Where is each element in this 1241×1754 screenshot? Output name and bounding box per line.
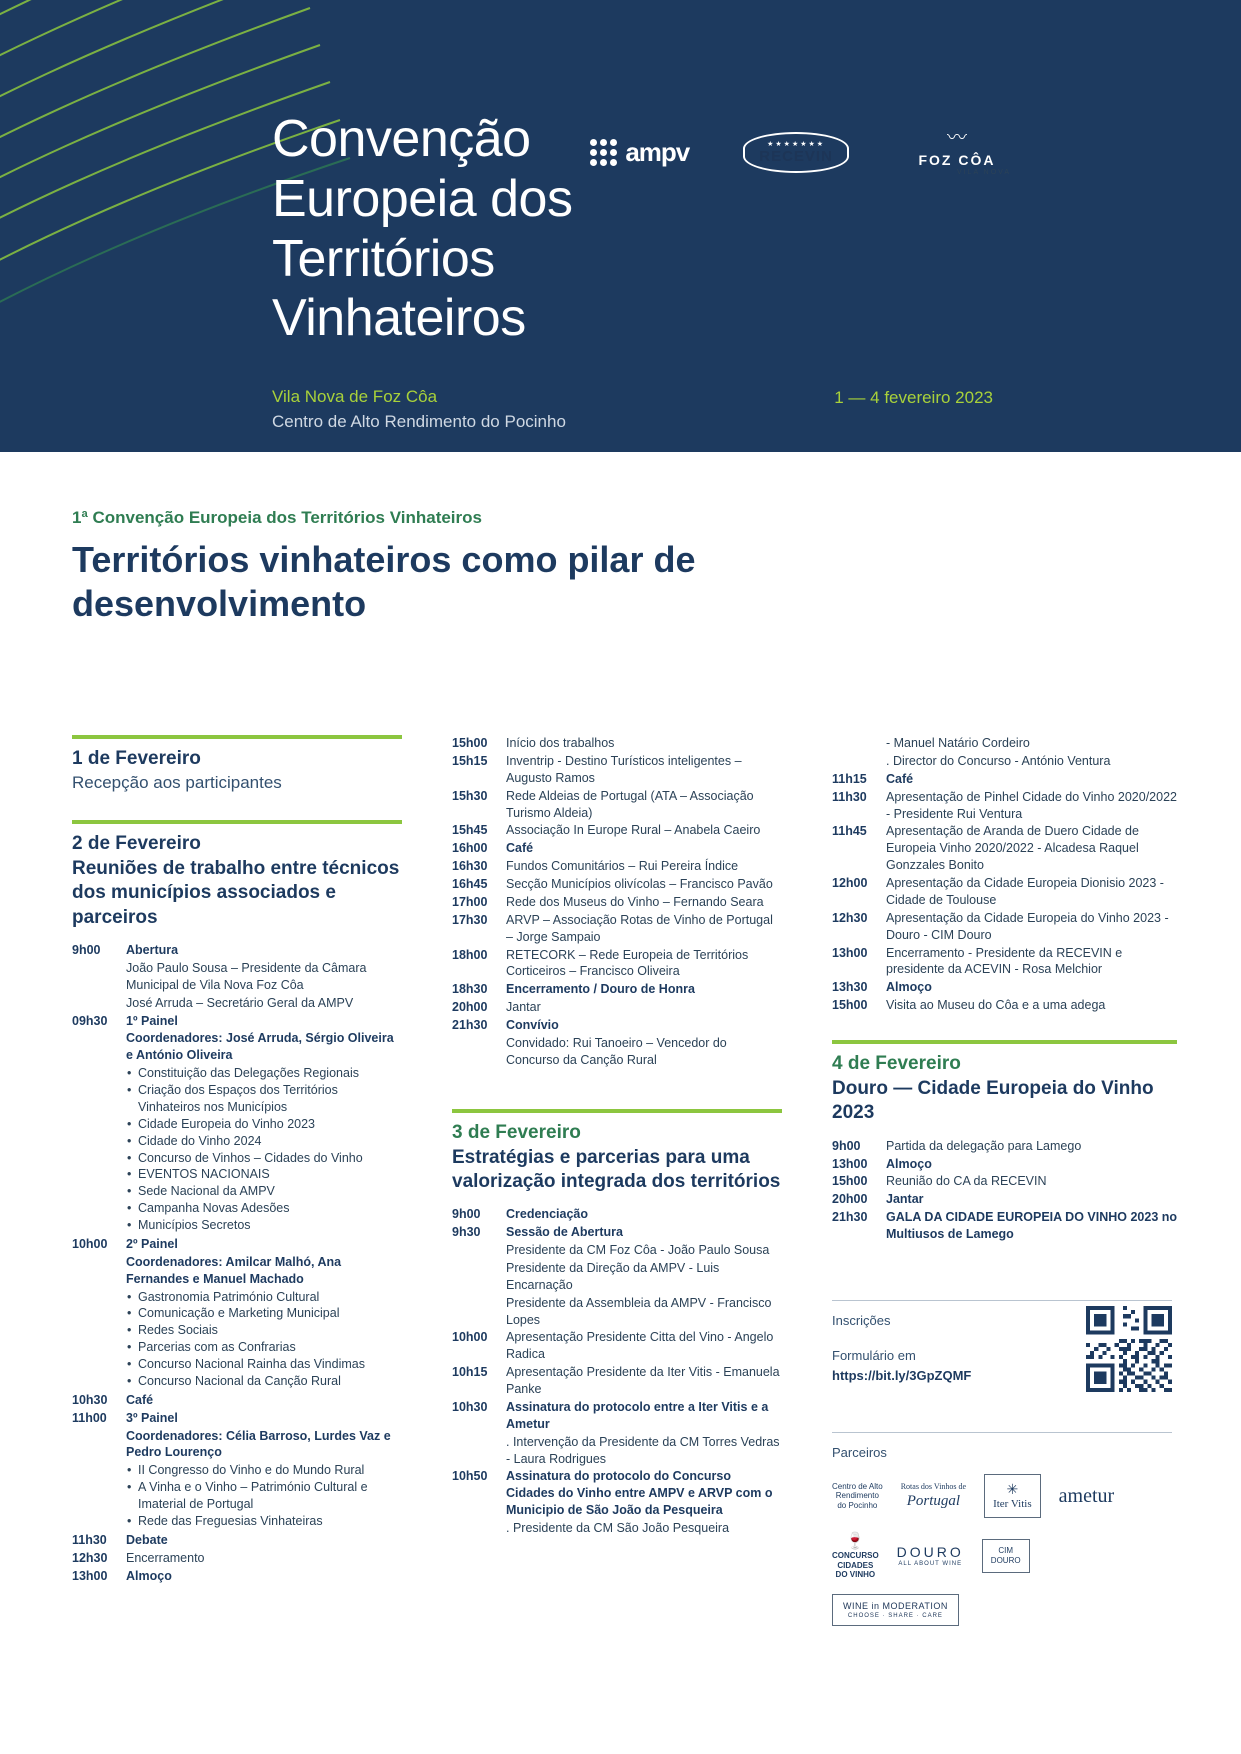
schedule-row [452, 1035, 782, 1069]
row-time: 20h00 [452, 1000, 488, 1015]
row-text: 1º Painel [126, 1013, 178, 1028]
row-text: . Director do Concurso - António Ventura [886, 753, 1111, 768]
row-text: Presidente da Assembleia da AMPV - Francisco Lopes [506, 1295, 772, 1327]
row-text: Assinatura do protocolo do Concurso Cidades do Vinho entre AMPV e ARVP com o Municipio de São João da Pesqueira [506, 1469, 773, 1518]
schedule-row [72, 1254, 402, 1288]
partners-block [832, 1432, 1172, 1626]
intro-kicker: 1ª Convenção Europeia dos Territórios Vinhateiros [72, 508, 482, 527]
row-text: Abertura [126, 943, 179, 958]
form-label: Formulário em [832, 1348, 916, 1363]
schedule-row [72, 1030, 402, 1064]
schedule-row [832, 1209, 1177, 1243]
row-time [452, 1035, 506, 1069]
row-time: 15h45 [452, 823, 488, 838]
schedule-row [452, 1017, 782, 1034]
row-time: 15h15 [452, 753, 488, 768]
day-2-title: 2 de Fevereiro [72, 833, 201, 855]
row-text: Rede Aldeias de Portugal (ATA – Associação Turismo Aldeia) [506, 788, 754, 820]
schedule-row [452, 1329, 782, 1363]
schedule-row [452, 894, 782, 911]
row-time [452, 1260, 506, 1294]
schedule-row [452, 1206, 782, 1223]
list-item: • Sede Nacional da AMPV [138, 1183, 402, 1200]
row-text: Café [506, 841, 534, 856]
row-time [72, 1030, 126, 1064]
row-text: . Intervenção da Presidente da CM Torres Vedras - Laura Rodrigues [506, 1434, 780, 1466]
grapes-icon [590, 139, 617, 166]
poster-header [0, 0, 1241, 452]
eu-stars-icon: ★★★★★★★ [767, 141, 826, 149]
row-time [452, 1434, 506, 1468]
schedule-row [452, 858, 782, 875]
divider [452, 1109, 782, 1113]
row-text: Visita ao Museu do Côa e a uma adega [886, 998, 1106, 1013]
row-time: 9h30 [452, 1225, 481, 1240]
partner-logos [832, 1474, 1172, 1626]
row-text: Almoço [886, 980, 932, 995]
row-time: 18h30 [452, 982, 488, 997]
schedule-row [452, 1520, 782, 1537]
day-3-title: 3 de Fevereiro [452, 1121, 581, 1143]
rotas-vinhos-portugal-logo [901, 1482, 966, 1510]
foz-coa-logo-text: FOZ CÔA [918, 152, 996, 168]
day-4-section [832, 1040, 1177, 1243]
row-time [452, 1295, 506, 1329]
row-text: ARVP – Associação Rotas de Vinho de Portugal – Jorge Sampaio [506, 912, 773, 944]
partner-line-1: WINE in MODERATION [843, 1600, 948, 1611]
list-item: • Rede das Freguesias Vinhateiras [138, 1513, 402, 1530]
row-time: 10h50 [452, 1469, 488, 1484]
row-text: RETECORK – Rede Europeia de Territórios Corticeiros – Francisco Oliveira [506, 947, 749, 979]
row-text: Apresentação da Cidade Europeia do Vinho 2023 - Douro - CIM Douro [886, 910, 1169, 942]
row-time: 16h45 [452, 877, 488, 891]
row-time: 11h45 [832, 824, 867, 839]
list-item: • Gastronomia Património Cultural [138, 1289, 402, 1306]
row-text: Café [886, 771, 914, 786]
list-item: • Cidade do Vinho 2024 [138, 1133, 402, 1150]
row-time: 11h15 [832, 771, 867, 786]
row-text: Coordenadores: José Arruda, Sérgio Oliveira e António Oliveira [126, 1031, 394, 1063]
column-three [832, 735, 1177, 1269]
row-text: Início dos trabalhos [506, 736, 615, 750]
douro-logo [897, 1544, 964, 1568]
row-time: 10h30 [452, 1399, 488, 1414]
recevin-logo [743, 132, 849, 173]
row-time: 10h00 [452, 1330, 488, 1345]
row-time: 21h30 [832, 1210, 868, 1225]
day-3-section [452, 1109, 782, 1537]
partner-line-1: CONCURSO [832, 1551, 879, 1561]
row-time: 11h00 [72, 1410, 107, 1425]
event-dates: 1 — 4 fevereiro 2023 [834, 388, 993, 407]
schedule-row [832, 1156, 1177, 1173]
iter-vitis-logo [984, 1474, 1041, 1518]
location-line-2: Centro de Alto Rendimento do Pocinho [272, 411, 566, 431]
concurso-cidades-do-vinho-logo [832, 1532, 879, 1580]
row-time: 21h30 [452, 1018, 488, 1032]
centro-alto-rendimento-pocinho-logo [832, 1482, 883, 1511]
row-time: 16h30 [452, 859, 488, 874]
day-3-continuation-section [832, 735, 1177, 1014]
schedule-row [832, 875, 1177, 909]
row-text: Coordenadores: Amilcar Malhó, Ana Fernandes e Manuel Machado [126, 1254, 342, 1286]
day-2-bullets-2 [72, 1289, 402, 1390]
event-location [272, 385, 566, 434]
row-time: 10h30 [72, 1392, 108, 1407]
ampv-logo [590, 137, 689, 168]
spider-icon: ✳ [1006, 1481, 1019, 1497]
row-time: 12h00 [832, 876, 868, 890]
partner-line-2: ALL ABOUT WINE [898, 1560, 963, 1567]
divider [72, 820, 402, 824]
list-item: • Municípios Secretos [138, 1217, 402, 1234]
list-item: • Concurso de Vinhos – Cidades do Vinho [138, 1150, 402, 1167]
row-text: Partida da delegação para Lamego [886, 1138, 1082, 1153]
schedule-row [72, 1013, 402, 1030]
day-1-title: 1 de Fevereiro [72, 748, 201, 769]
row-text: Convívio [506, 1018, 559, 1032]
schedule-row [832, 1173, 1177, 1190]
column-two [452, 735, 782, 1563]
row-text: Apresentação de Pinhel Cidade do Vinho 2020/2022 - Presidente Rui Ventura [886, 789, 1177, 821]
partner-line-2: Portugal [906, 1492, 961, 1509]
day-4-subtitle: Douro — Cidade Europeia do Vinho 2023 [832, 1078, 1154, 1124]
schedule-row [452, 1364, 782, 1398]
row-time: 17h00 [452, 894, 488, 909]
ametur-logo [1059, 1484, 1115, 1508]
schedule-row [452, 753, 782, 787]
schedule-row [72, 960, 402, 994]
schedule-row [452, 840, 782, 857]
schedule-row [452, 788, 782, 822]
row-text: Jantar [506, 1000, 541, 1015]
divider [72, 735, 402, 739]
row-text: Café [126, 1392, 154, 1407]
row-text: Almoço [126, 1568, 172, 1583]
page-title: Convenção Europeia dos Territórios Vinhateiros [272, 110, 573, 348]
row-time [72, 1254, 126, 1288]
partner-line-3: DO VINHO [835, 1570, 876, 1580]
day-2-rows-2 [72, 1236, 402, 1288]
foz-coa-logo [903, 128, 1011, 177]
row-time [452, 1520, 506, 1537]
day-2-subtitle: Reuniões de trabalho entre técnicos dos municípios associados e parceiros [72, 858, 400, 928]
row-time [72, 995, 126, 1012]
river-icon: 〰 [946, 127, 967, 149]
schedule-row [832, 753, 1177, 770]
row-text: Apresentação Presidente da Iter Vitis - Emanuela Panke [506, 1365, 780, 1396]
schedule-row [452, 822, 782, 839]
row-time: 10h00 [72, 1236, 108, 1251]
schedule-row [72, 995, 402, 1012]
intro-headline: Territórios vinhateiros como pilar de desenvolvimento [72, 539, 696, 624]
row-text: Presidente da Direção da AMPV - Luis Encarnação [506, 1260, 720, 1292]
row-time: 10h15 [452, 1365, 488, 1380]
schedule-row [72, 1428, 402, 1462]
schedule-row [452, 1224, 782, 1241]
row-text: Apresentação de Aranda de Duero Cidade de Europeia Vinho 2020/2022 - Alcadesa Raquel Gonzzales Bonito [886, 824, 1139, 873]
schedule-row [72, 1532, 402, 1549]
list-item: • Concurso Nacional Rainha das Vindimas [138, 1356, 402, 1373]
row-text: Convidado: Rui Tanoeiro – Vencedor do Concurso da Canção Rural [506, 1035, 727, 1067]
schedule-row [832, 789, 1177, 823]
partner-line-1: ametur [1058, 1484, 1115, 1507]
row-text: Secção Municípios olivícolas – Francisco Pavão [506, 877, 773, 891]
divider [832, 1040, 1177, 1044]
schedule-row [72, 1236, 402, 1253]
row-text: João Paulo Sousa – Presidente da Câmara Municipal de Vila Nova Foz Côa [126, 960, 367, 992]
row-text: Encerramento [126, 1550, 205, 1565]
foz-coa-logo-sub: VILA NOVA [956, 169, 1011, 176]
row-time [72, 1428, 126, 1462]
schedule-row [832, 823, 1177, 874]
partner-line-2: CIDADES [837, 1560, 874, 1570]
row-text: Encerramento - Presidente da RECEVIN e presidente da ACEVIN - Rosa Melchior [886, 945, 1123, 977]
list-item: • Parcerias com as Confrarias [138, 1339, 402, 1356]
schedule-row [72, 1410, 402, 1427]
row-text: Fundos Comunitários – Rui Pereira Índice [506, 859, 739, 874]
ampv-logo-text: ampv [625, 137, 690, 168]
recevin-logo-text: RECEVIN [759, 148, 833, 166]
location-line-1: Vila Nova de Foz Côa [272, 387, 438, 406]
row-time: 17h30 [452, 912, 488, 927]
row-text: - Manuel Natário Cordeiro [886, 736, 1030, 750]
schedule-row [832, 910, 1177, 944]
row-time [72, 960, 126, 994]
row-text: 2º Painel [126, 1236, 178, 1251]
row-text: Debate [126, 1532, 168, 1547]
schedule-row [452, 1399, 782, 1433]
row-time: 13h00 [72, 1568, 108, 1583]
row-time: 9h00 [832, 1138, 861, 1153]
list-item: • II Congresso do Vinho e do Mundo Rural [138, 1462, 402, 1479]
row-text: Almoço [886, 1156, 932, 1171]
row-text: Sessão de Abertura [506, 1225, 623, 1240]
row-text: Rede dos Museus do Vinho – Fernando Seara [506, 894, 764, 909]
list-item: • Constituição das Delegações Regionais [138, 1065, 402, 1082]
row-text: Credenciação [506, 1207, 588, 1222]
row-time: 13h00 [832, 945, 868, 960]
header-logos [590, 128, 1011, 177]
list-item: • Criação dos Espaços dos Territórios Vinhateiros nos Municípios [138, 1082, 402, 1116]
schedule-row [452, 1260, 782, 1294]
day-2-afternoon-section [452, 735, 782, 1069]
row-time: 12h30 [832, 910, 868, 925]
row-time: 13h00 [832, 1156, 868, 1171]
row-time: 9h00 [452, 1207, 481, 1222]
partner-line-1: Centro de Alto [832, 1481, 883, 1491]
list-item: • Campanha Novas Adesões [138, 1200, 402, 1217]
schedule-row [832, 1138, 1177, 1155]
day-3-subtitle: Estratégias e parcerias para uma valorização integrada dos territórios [452, 1146, 781, 1192]
row-time: 15h00 [832, 998, 868, 1013]
day-1-section [72, 735, 402, 794]
row-time: 12h30 [72, 1550, 108, 1565]
row-time: 16h00 [452, 841, 488, 856]
partner-line-1: CIM [998, 1546, 1014, 1556]
list-item: • EVENTOS NACIONAIS [138, 1166, 402, 1183]
row-time: 15h00 [832, 1174, 868, 1189]
wine-glass-icon: 🍷 [845, 1532, 866, 1550]
row-text: Reunião do CA da RECEVIN [886, 1174, 1047, 1189]
day-2-rows-3 [72, 1392, 402, 1462]
row-text: Encerramento / Douro de Honra [506, 982, 695, 997]
schedule-row [72, 1392, 402, 1409]
row-text: Inventrip - Destino Turísticos inteligentes – Augusto Ramos [506, 753, 742, 785]
schedule-row [452, 876, 782, 893]
day-2-bullets-3 [72, 1462, 402, 1530]
row-time: 11h30 [832, 789, 867, 804]
row-time: 11h30 [72, 1532, 107, 1547]
schedule-row [832, 771, 1177, 788]
list-item: • Cidade Europeia do Vinho 2023 [138, 1116, 402, 1133]
registration-block [832, 1300, 1172, 1385]
partner-line-2: DOURO [990, 1555, 1021, 1565]
row-text: Apresentação Presidente Citta del Vino - Angelo Radica [506, 1330, 774, 1362]
row-time: 15h00 [452, 736, 488, 750]
divider [832, 1300, 1172, 1301]
row-time [832, 753, 886, 770]
row-text: Assinatura do protocolo entre a Iter Vitis e a Ametur [506, 1399, 769, 1431]
row-time: 13h30 [832, 980, 868, 995]
row-text: 3º Painel [126, 1410, 178, 1425]
schedule-row [832, 945, 1177, 979]
schedule-row [452, 981, 782, 998]
row-text: . Presidente da CM São João Pesqueira [506, 1521, 730, 1535]
schedule-row [452, 1295, 782, 1329]
day-2-section [72, 820, 402, 1584]
row-text: Associação In Europe Rural – Anabela Caeiro [506, 823, 761, 838]
day-4-title: 4 de Fevereiro [832, 1053, 961, 1074]
row-time: 9h00 [72, 943, 101, 958]
registration-label: Inscrições [832, 1313, 891, 1328]
column-one [72, 735, 402, 1610]
schedule-row [72, 942, 402, 959]
row-text: José Arruda – Secretário Geral da AMPV [126, 995, 354, 1010]
row-time: 15h30 [452, 788, 488, 803]
partner-line-2: Rendimento [835, 1491, 879, 1501]
list-item: • Redes Sociais [138, 1322, 402, 1339]
list-item: • A Vinha e o Vinho – Património Cultural e Imaterial de Portugal [138, 1479, 402, 1513]
partner-line-2: CHOOSE · SHARE · CARE [847, 1612, 943, 1619]
wine-in-moderation-logo [832, 1594, 959, 1626]
schedule-row [452, 947, 782, 981]
row-text: Coordenadores: Célia Barroso, Lurdes Vaz e Pedro Lourenço [126, 1428, 391, 1460]
cim-douro-logo [982, 1539, 1030, 1572]
schedule-row [832, 1191, 1177, 1208]
qr-code-icon[interactable] [1086, 1306, 1172, 1392]
partners-label: Parceiros [832, 1445, 887, 1460]
row-time: 20h00 [832, 1192, 868, 1207]
schedule-row [452, 735, 782, 752]
schedule-row [452, 912, 782, 946]
schedule-row [452, 1242, 782, 1259]
day-2-rows-4 [72, 1532, 402, 1585]
schedule-row [452, 1434, 782, 1468]
partner-line-1: DOURO [896, 1543, 964, 1560]
registration-url[interactable]: https://bit.ly/3GpZQMF [832, 1367, 972, 1383]
row-time: 09h30 [72, 1013, 108, 1028]
row-text: Presidente da CM Foz Côa - João Paulo Sousa [506, 1243, 770, 1257]
partner-line-3: do Pocinho [837, 1500, 878, 1510]
partner-line-1: Rotas dos Vinhos de [900, 1482, 967, 1492]
row-text: Jantar [886, 1192, 924, 1207]
schedule-row [72, 1568, 402, 1585]
day-4-rows [832, 1138, 1177, 1243]
row-text: GALA DA CIDADE EUROPEIA DO VINHO 2023 no Multiusos de Lamego [886, 1210, 1178, 1241]
row-time [452, 1242, 506, 1259]
schedule-row [452, 999, 782, 1016]
row-text: Apresentação da Cidade Europeia Dionisio 2023 - Cidade de Toulouse [886, 876, 1164, 907]
row-time [832, 735, 886, 752]
schedule-row [832, 997, 1177, 1014]
schedule-row [832, 735, 1177, 752]
day-2-bullets-1 [72, 1065, 402, 1234]
schedule-row [452, 1468, 782, 1519]
schedule-row [72, 1550, 402, 1567]
list-item: • Comunicação e Marketing Municipal [138, 1305, 402, 1322]
day-1-subtitle: Recepção aos participantes [72, 773, 282, 792]
partner-line-1: Iter Vitis [993, 1497, 1032, 1510]
day-2-rows [72, 942, 402, 1064]
row-time: 18h00 [452, 947, 488, 962]
intro-block [72, 508, 832, 626]
day-3-rows [452, 1206, 782, 1537]
list-item: • Concurso Nacional da Canção Rural [138, 1373, 402, 1390]
schedule-row [832, 979, 1177, 996]
divider [832, 1432, 1172, 1433]
